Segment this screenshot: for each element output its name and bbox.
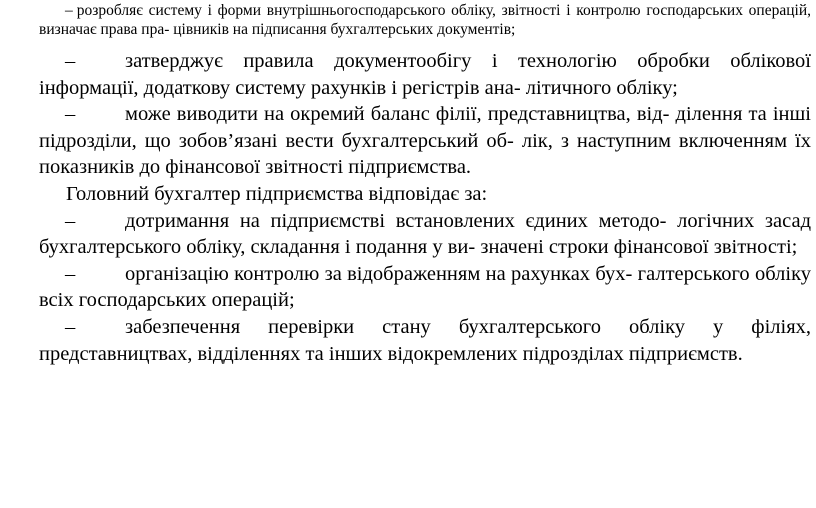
list-dash: – — [65, 262, 76, 285]
list-dash: – — [65, 50, 76, 72]
list-item-text: організацію контролю за відображенням на рахунках бух- галтерського обліку всіх господарських операцій; — [39, 262, 811, 312]
list-item-text: дотримання на підприємстві встановлених єдиних методо- логічних засад бухгалтерського обліку, складання і подання у ви- значені строки фінансової звітності; — [39, 209, 811, 259]
list-item — [39, 261, 811, 314]
list-dash: – — [65, 209, 76, 232]
document-page — [39, 0, 811, 367]
list-dash: – — [65, 315, 76, 338]
list-item-text: може виводити на окремий баланс філії, представництва, від- ділення та інші підрозділи, що зобов’язані вести бухгалтерський об- лік, з наступним включенням їх показників до фінансової звітності підприємства. — [39, 103, 811, 179]
list-item — [39, 314, 811, 367]
list-item-text: розробляє систему і форми внутрішньогосподарського обліку, звітності і контролю господарських операцій, визначає права пра- цівників на підписання бухгалтерських документів; — [39, 2, 811, 38]
intro-list-item — [39, 0, 811, 39]
list-dash: – — [65, 2, 73, 19]
section-heading: Головний бухгалтер підприємства відповідає за: — [66, 182, 488, 205]
list-dash: – — [65, 103, 76, 126]
list-item-text: затверджує правила документообігу і технологію обробки облікової інформації, додаткову систему рахунків і регістрів ана- літичного обліку; — [39, 50, 811, 99]
list-item-text: забезпечення перевірки стану бухгалтерського обліку у філіях, представництвах, відділеннях та інших відокремлених підрозділах підприємств. — [39, 315, 811, 365]
list-item — [39, 208, 811, 261]
list-item — [39, 101, 811, 181]
list-item — [39, 48, 811, 101]
